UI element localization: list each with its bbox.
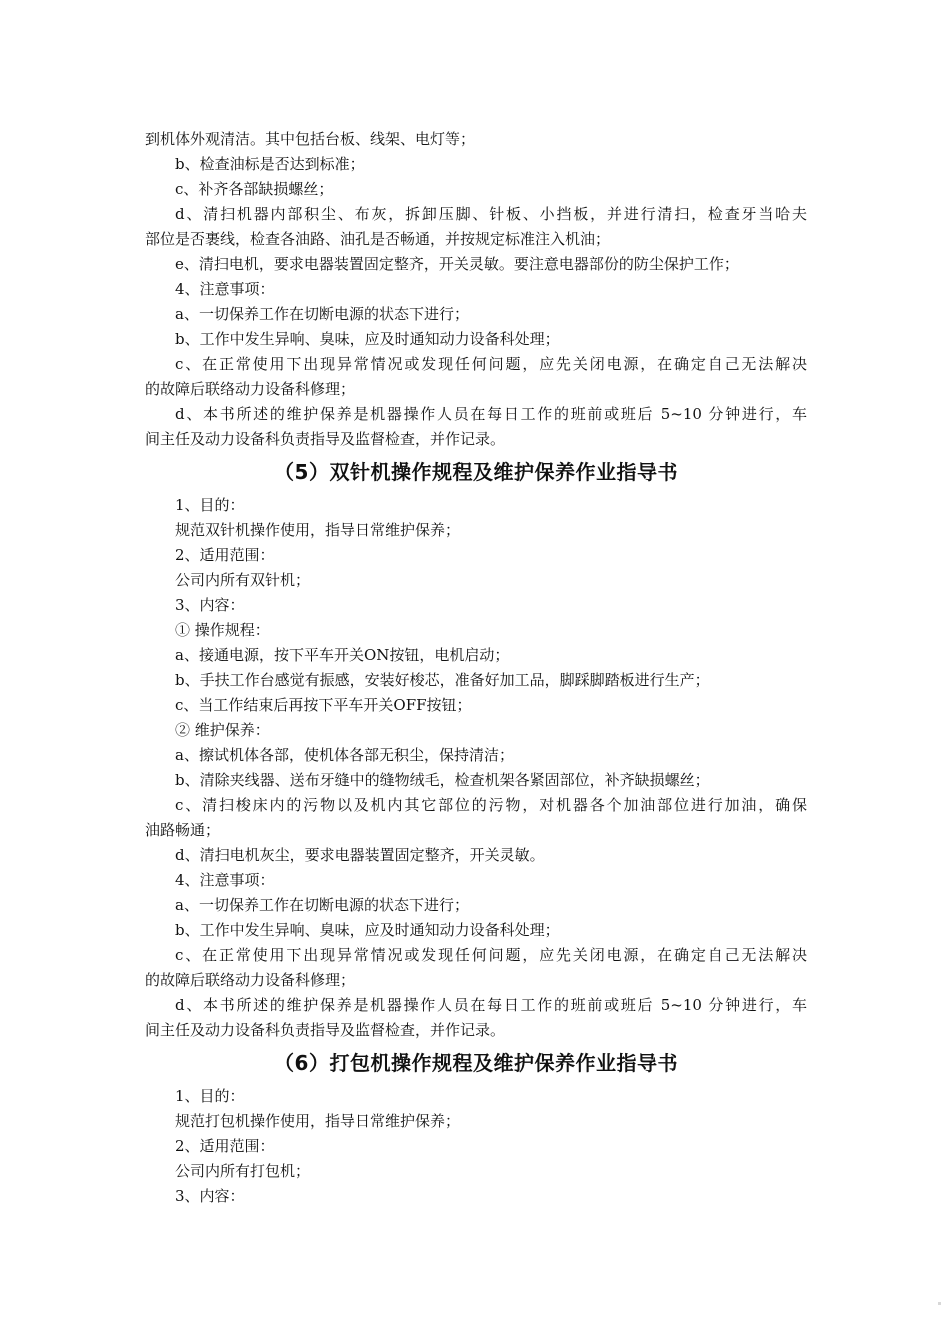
text-line: 2、适用范围： [175, 546, 275, 564]
text-line: c、在正常使用下出现异常情况或发现任何问题，应先关闭电源，在确定自己无法解决 [175, 355, 807, 373]
text-line: a、一切保养工作在切断电源的状态下进行； [175, 305, 469, 323]
text-line: b、工作中发生异响、臭味，应及时通知动力设备科处理； [175, 921, 560, 939]
text-line: 的故障后联络动力设备科修理； [145, 971, 356, 989]
text-line: 部位是否裹线，检查各油路、油孔是否畅通，并按规定标准注入机油； [145, 230, 611, 248]
text-line: 规范双针机操作使用，指导日常维护保养； [175, 521, 461, 539]
text-line: 4、注意事项： [175, 280, 275, 298]
text-line: 到机体外观清洁。其中包括台板、线架、电灯等； [145, 130, 476, 148]
text-line: b、检查油标是否达到标准； [175, 155, 365, 173]
text-line: a、接通电源，按下平车开关ON按钮，电机启动； [175, 646, 510, 664]
text-line: 2、适用范围： [175, 1137, 275, 1155]
text-line: 3、内容： [175, 596, 245, 614]
text-line: d、本书所述的维护保养是机器操作人员在每日工作的班前或班后 5~10 分钟进行，车 [175, 405, 807, 423]
text-line: a、一切保养工作在切断电源的状态下进行； [175, 896, 469, 914]
text-line: 规范打包机操作使用，指导日常维护保养； [175, 1112, 461, 1130]
text-line: 间主任及动力设备科负责指导及监督检查，并作记录。 [145, 430, 506, 448]
text-line: b、清除夹线器、送布牙缝中的缝物绒毛，检查机架各紧固部位，补齐缺损螺丝； [175, 771, 710, 789]
text-line: b、工作中发生异响、臭味，应及时通知动力设备科处理； [175, 330, 560, 348]
section-heading: （6）打包机操作规程及维护保养作业指导书 [274, 1051, 678, 1075]
text-line: 的故障后联络动力设备科修理； [145, 380, 356, 398]
text-line: 间主任及动力设备科负责指导及监督检查，并作记录。 [145, 1021, 506, 1039]
text-line: c、在正常使用下出现异常情况或发现任何问题，应先关闭电源，在确定自己无法解决 [175, 946, 807, 964]
text-line: 公司内所有双针机； [175, 571, 311, 589]
text-line: c、补齐各部缺损螺丝； [175, 180, 334, 198]
text-line: 1、目的： [175, 496, 245, 514]
text-line: 4、注意事项： [175, 871, 275, 889]
text-line: d、清扫电机灰尘，要求电器装置固定整齐，开关灵敏。 [175, 846, 545, 864]
text-line: b、手扶工作台感觉有振感，安装好梭芯，准备好加工品，脚踩脚踏板进行生产； [175, 671, 710, 689]
text-line: 1、目的： [175, 1087, 245, 1105]
text-line: 公司内所有打包机； [175, 1162, 311, 1180]
text-line: e、清扫电机，要求电器装置固定整齐，开关灵敏。要注意电器部份的防尘保护工作； [175, 255, 739, 273]
text-line: d、本书所述的维护保养是机器操作人员在每日工作的班前或班后 5~10 分钟进行，车 [175, 996, 807, 1014]
text-line: a、擦试机体各部，使机体各部无积尘，保持清洁； [175, 746, 514, 764]
text-line: c、清扫梭床内的污物以及机内其它部位的污物，对机器各个加油部位进行加油，确保 [175, 796, 807, 814]
text-line: 3、内容： [175, 1187, 245, 1205]
text-line: ① 操作规程： [175, 621, 270, 639]
text-line: c、当工作结束后再按下平车开关OFF按钮； [175, 696, 472, 714]
text-line: ② 维护保养： [175, 721, 270, 739]
text-line: d、清扫机器内部积尘、布灰，拆卸压脚、针板、小挡板，并进行清扫，检查牙当哈夫 [175, 205, 807, 223]
section-heading: （5）双针机操作规程及维护保养作业指导书 [274, 460, 678, 484]
document-body [145, 127, 807, 1209]
page-corner-mark [938, 1302, 941, 1305]
text-line: 油路畅通； [145, 821, 221, 839]
